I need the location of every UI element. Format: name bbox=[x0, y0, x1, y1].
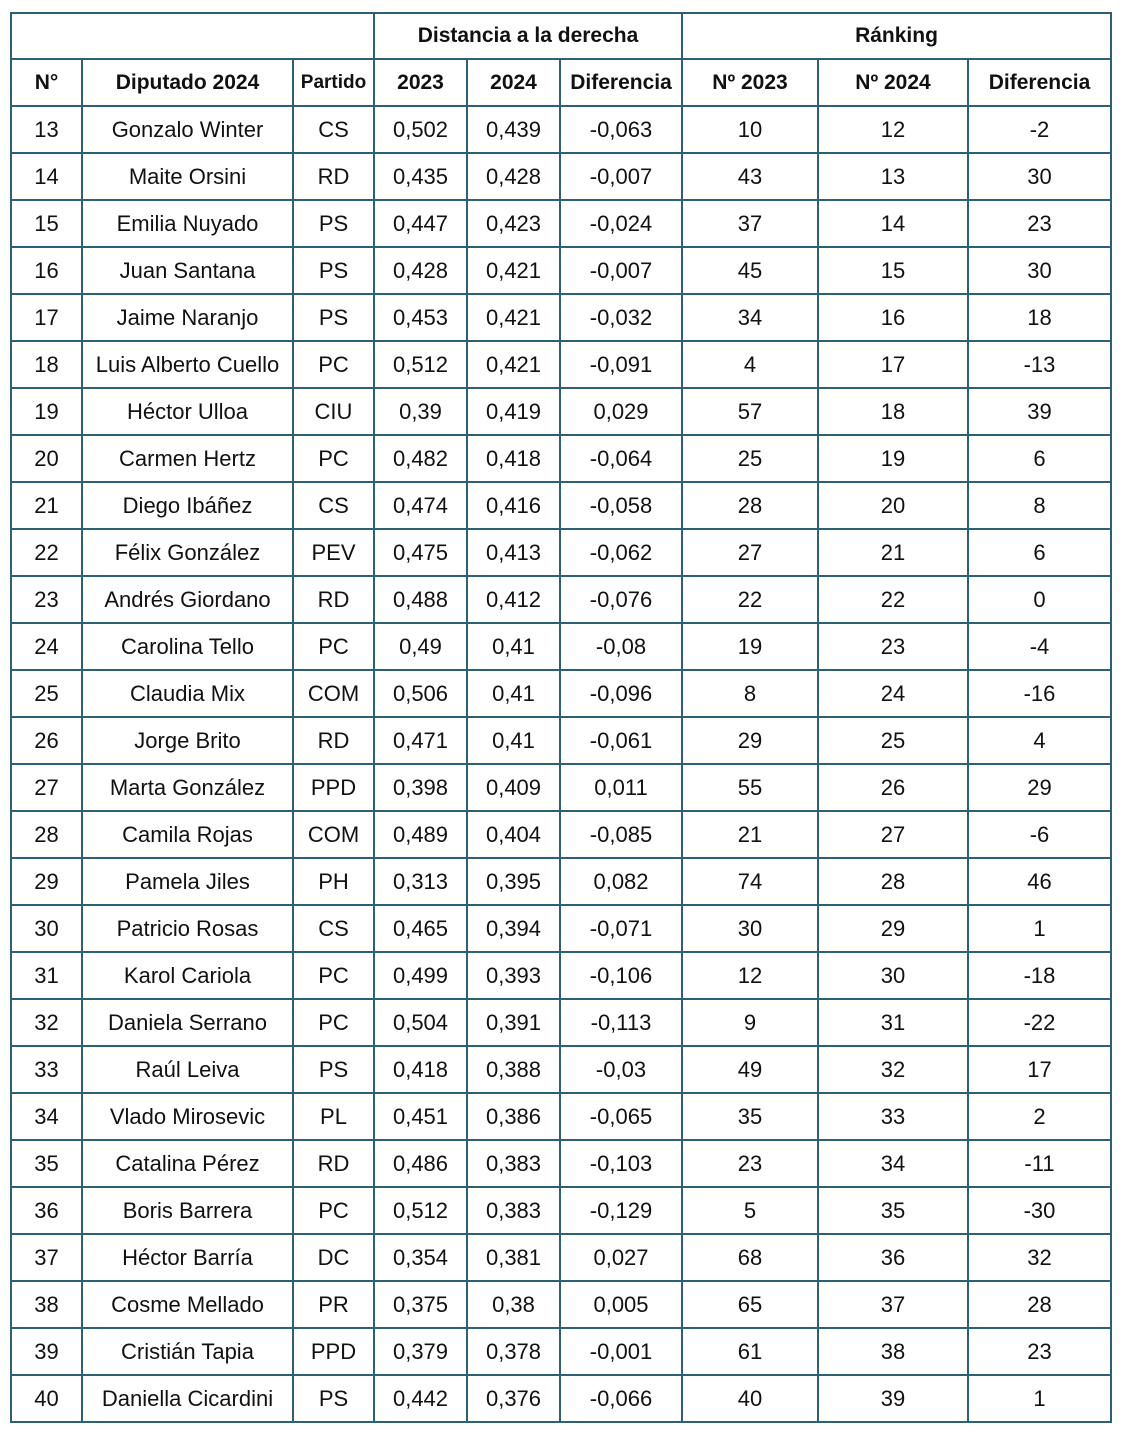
diputado-cell: Luis Alberto Cuello bbox=[82, 341, 293, 388]
table-row bbox=[11, 435, 1111, 482]
distancia-2024-cell: 0,388 bbox=[467, 1046, 560, 1093]
partido-cell: PC bbox=[293, 341, 374, 388]
distancia-2024-cell: 0,404 bbox=[467, 811, 560, 858]
partido-cell: CS bbox=[293, 106, 374, 153]
ranking-2023-cell: 23 bbox=[682, 1140, 818, 1187]
distancia-2023-cell: 0,489 bbox=[374, 811, 467, 858]
table-row bbox=[11, 952, 1111, 999]
diputado-cell: Carolina Tello bbox=[82, 623, 293, 670]
diputado-cell: Juan Santana bbox=[82, 247, 293, 294]
partido-cell: PC bbox=[293, 435, 374, 482]
partido-cell: PC bbox=[293, 1187, 374, 1234]
diputado-cell: Karol Cariola bbox=[82, 952, 293, 999]
ranking-2023-cell: 55 bbox=[682, 764, 818, 811]
distancia-2024-cell: 0,378 bbox=[467, 1328, 560, 1375]
ranking-2023-cell: 25 bbox=[682, 435, 818, 482]
distancia-2024-cell: 0,439 bbox=[467, 106, 560, 153]
ranking-2024-cell: 35 bbox=[818, 1187, 968, 1234]
ranking-diferencia-cell: 23 bbox=[968, 1328, 1111, 1375]
ranking-2023-cell: 19 bbox=[682, 623, 818, 670]
distancia-2023-cell: 0,488 bbox=[374, 576, 467, 623]
distancia-2023-cell: 0,512 bbox=[374, 1187, 467, 1234]
table-row bbox=[11, 1187, 1111, 1234]
ranking-2024-cell: 19 bbox=[818, 435, 968, 482]
distancia-diferencia-cell: -0,03 bbox=[560, 1046, 682, 1093]
column-header-row bbox=[11, 59, 1111, 106]
numero-cell: 33 bbox=[11, 1046, 82, 1093]
table-row bbox=[11, 1328, 1111, 1375]
distancia-2024-cell: 0,386 bbox=[467, 1093, 560, 1140]
distancia-2023-cell: 0,465 bbox=[374, 905, 467, 952]
distancia-diferencia-cell: 0,005 bbox=[560, 1281, 682, 1328]
ranking-2024-cell: 30 bbox=[818, 952, 968, 999]
partido-cell: PS bbox=[293, 1046, 374, 1093]
distancia-2024-cell: 0,413 bbox=[467, 529, 560, 576]
numero-cell: 37 bbox=[11, 1234, 82, 1281]
distancia-2024-cell: 0,394 bbox=[467, 905, 560, 952]
numero-cell: 13 bbox=[11, 106, 82, 153]
table-body bbox=[11, 106, 1111, 1422]
ranking-2024-cell: 36 bbox=[818, 1234, 968, 1281]
table-wrapper bbox=[10, 12, 1112, 1423]
numero-cell: 17 bbox=[11, 294, 82, 341]
diputado-cell: Claudia Mix bbox=[82, 670, 293, 717]
ranking-2024-cell: 38 bbox=[818, 1328, 968, 1375]
distancia-diferencia-cell: -0,065 bbox=[560, 1093, 682, 1140]
distancia-2024-cell: 0,391 bbox=[467, 999, 560, 1046]
ranking-2023-cell: 65 bbox=[682, 1281, 818, 1328]
distancia-diferencia-cell: -0,091 bbox=[560, 341, 682, 388]
distancia-2023-cell: 0,506 bbox=[374, 670, 467, 717]
ranking-diferencia-cell: -6 bbox=[968, 811, 1111, 858]
ranking-diferencia-cell: 4 bbox=[968, 717, 1111, 764]
diputado-cell: Cristián Tapia bbox=[82, 1328, 293, 1375]
ranking-diferencia-cell: -2 bbox=[968, 106, 1111, 153]
table-row bbox=[11, 1375, 1111, 1422]
ranking-2024-cell: 28 bbox=[818, 858, 968, 905]
partido-cell: PPD bbox=[293, 764, 374, 811]
col-header-ranking-2024: Nº 2024 bbox=[818, 59, 968, 106]
partido-cell: PC bbox=[293, 623, 374, 670]
partido-cell: PC bbox=[293, 952, 374, 999]
numero-cell: 26 bbox=[11, 717, 82, 764]
ranking-diferencia-cell: 46 bbox=[968, 858, 1111, 905]
partido-cell: PEV bbox=[293, 529, 374, 576]
distancia-2023-cell: 0,428 bbox=[374, 247, 467, 294]
distancia-diferencia-cell: -0,062 bbox=[560, 529, 682, 576]
ranking-2023-cell: 34 bbox=[682, 294, 818, 341]
distancia-diferencia-cell: -0,061 bbox=[560, 717, 682, 764]
ranking-diferencia-cell: 30 bbox=[968, 153, 1111, 200]
ranking-2024-cell: 24 bbox=[818, 670, 968, 717]
distancia-diferencia-cell: -0,032 bbox=[560, 294, 682, 341]
distancia-diferencia-cell: 0,027 bbox=[560, 1234, 682, 1281]
distancia-diferencia-cell: -0,113 bbox=[560, 999, 682, 1046]
partido-cell: COM bbox=[293, 670, 374, 717]
ranking-diferencia-cell: 6 bbox=[968, 435, 1111, 482]
diputado-cell: Boris Barrera bbox=[82, 1187, 293, 1234]
ranking-2024-cell: 39 bbox=[818, 1375, 968, 1422]
ranking-2023-cell: 68 bbox=[682, 1234, 818, 1281]
partido-cell: CS bbox=[293, 905, 374, 952]
diputado-cell: Catalina Pérez bbox=[82, 1140, 293, 1187]
col-header-ranking-2023: Nº 2023 bbox=[682, 59, 818, 106]
ranking-2023-cell: 49 bbox=[682, 1046, 818, 1093]
ranking-2023-cell: 21 bbox=[682, 811, 818, 858]
numero-cell: 22 bbox=[11, 529, 82, 576]
ranking-2024-cell: 13 bbox=[818, 153, 968, 200]
numero-cell: 24 bbox=[11, 623, 82, 670]
partido-cell: PS bbox=[293, 200, 374, 247]
ranking-diferencia-cell: 6 bbox=[968, 529, 1111, 576]
diputado-cell: Emilia Nuyado bbox=[82, 200, 293, 247]
ranking-2024-cell: 22 bbox=[818, 576, 968, 623]
ranking-2023-cell: 12 bbox=[682, 952, 818, 999]
distancia-2023-cell: 0,471 bbox=[374, 717, 467, 764]
ranking-diferencia-cell: 18 bbox=[968, 294, 1111, 341]
partido-cell: RD bbox=[293, 1140, 374, 1187]
distancia-2023-cell: 0,482 bbox=[374, 435, 467, 482]
table-row bbox=[11, 858, 1111, 905]
distancia-2023-cell: 0,39 bbox=[374, 388, 467, 435]
ranking-2024-cell: 17 bbox=[818, 341, 968, 388]
distancia-diferencia-cell: -0,007 bbox=[560, 153, 682, 200]
distancia-2024-cell: 0,38 bbox=[467, 1281, 560, 1328]
distancia-diferencia-cell: -0,064 bbox=[560, 435, 682, 482]
distancia-diferencia-cell: -0,063 bbox=[560, 106, 682, 153]
distancia-2024-cell: 0,393 bbox=[467, 952, 560, 999]
diputado-cell: Andrés Giordano bbox=[82, 576, 293, 623]
ranking-diferencia-cell: 32 bbox=[968, 1234, 1111, 1281]
distancia-2023-cell: 0,418 bbox=[374, 1046, 467, 1093]
partido-cell: PR bbox=[293, 1281, 374, 1328]
table-row bbox=[11, 388, 1111, 435]
distancia-2023-cell: 0,512 bbox=[374, 341, 467, 388]
ranking-2024-cell: 31 bbox=[818, 999, 968, 1046]
ranking-diferencia-cell: 1 bbox=[968, 905, 1111, 952]
table-row bbox=[11, 341, 1111, 388]
diputado-cell: Cosme Mellado bbox=[82, 1281, 293, 1328]
ranking-2024-cell: 26 bbox=[818, 764, 968, 811]
distancia-diferencia-cell: -0,066 bbox=[560, 1375, 682, 1422]
ranking-2023-cell: 74 bbox=[682, 858, 818, 905]
ranking-2024-cell: 29 bbox=[818, 905, 968, 952]
partido-cell: PS bbox=[293, 1375, 374, 1422]
ranking-2023-cell: 40 bbox=[682, 1375, 818, 1422]
ranking-2024-cell: 14 bbox=[818, 200, 968, 247]
table-row bbox=[11, 670, 1111, 717]
diputado-cell: Daniella Cicardini bbox=[82, 1375, 293, 1422]
distancia-2024-cell: 0,418 bbox=[467, 435, 560, 482]
distancia-2024-cell: 0,421 bbox=[467, 247, 560, 294]
distancia-diferencia-cell: -0,001 bbox=[560, 1328, 682, 1375]
distancia-2024-cell: 0,376 bbox=[467, 1375, 560, 1422]
distancia-diferencia-cell: -0,106 bbox=[560, 952, 682, 999]
ranking-diferencia-cell: 1 bbox=[968, 1375, 1111, 1422]
col-header-diputado: Diputado 2024 bbox=[82, 59, 293, 106]
distancia-2023-cell: 0,502 bbox=[374, 106, 467, 153]
ranking-2023-cell: 5 bbox=[682, 1187, 818, 1234]
numero-cell: 31 bbox=[11, 952, 82, 999]
distancia-2024-cell: 0,41 bbox=[467, 717, 560, 764]
ranking-2023-cell: 43 bbox=[682, 153, 818, 200]
partido-cell: PL bbox=[293, 1093, 374, 1140]
distancia-diferencia-cell: -0,076 bbox=[560, 576, 682, 623]
distancia-2023-cell: 0,313 bbox=[374, 858, 467, 905]
numero-cell: 35 bbox=[11, 1140, 82, 1187]
distancia-2023-cell: 0,486 bbox=[374, 1140, 467, 1187]
ranking-2024-cell: 27 bbox=[818, 811, 968, 858]
distancia-2024-cell: 0,381 bbox=[467, 1234, 560, 1281]
distancia-diferencia-cell: 0,029 bbox=[560, 388, 682, 435]
table-row bbox=[11, 1234, 1111, 1281]
col-header-numero: N° bbox=[11, 59, 82, 106]
diputado-cell: Raúl Leiva bbox=[82, 1046, 293, 1093]
distancia-2023-cell: 0,49 bbox=[374, 623, 467, 670]
ranking-diferencia-cell: 30 bbox=[968, 247, 1111, 294]
ranking-2024-cell: 37 bbox=[818, 1281, 968, 1328]
distancia-2024-cell: 0,428 bbox=[467, 153, 560, 200]
partido-cell: PS bbox=[293, 294, 374, 341]
distancia-diferencia-cell: 0,082 bbox=[560, 858, 682, 905]
table-row bbox=[11, 153, 1111, 200]
distancia-2024-cell: 0,395 bbox=[467, 858, 560, 905]
table-row bbox=[11, 1046, 1111, 1093]
distancia-2023-cell: 0,499 bbox=[374, 952, 467, 999]
table-row bbox=[11, 811, 1111, 858]
ranking-table bbox=[10, 12, 1112, 1423]
group-header-empty bbox=[11, 13, 374, 59]
distancia-2024-cell: 0,41 bbox=[467, 623, 560, 670]
distancia-2023-cell: 0,447 bbox=[374, 200, 467, 247]
diputado-cell: Pamela Jiles bbox=[82, 858, 293, 905]
partido-cell: COM bbox=[293, 811, 374, 858]
ranking-2024-cell: 12 bbox=[818, 106, 968, 153]
ranking-2023-cell: 37 bbox=[682, 200, 818, 247]
distancia-diferencia-cell: -0,096 bbox=[560, 670, 682, 717]
diputado-cell: Héctor Barría bbox=[82, 1234, 293, 1281]
table-row bbox=[11, 482, 1111, 529]
ranking-2023-cell: 45 bbox=[682, 247, 818, 294]
distancia-2023-cell: 0,453 bbox=[374, 294, 467, 341]
ranking-2024-cell: 33 bbox=[818, 1093, 968, 1140]
diputado-cell: Jorge Brito bbox=[82, 717, 293, 764]
table-header bbox=[11, 13, 1111, 106]
partido-cell: PC bbox=[293, 999, 374, 1046]
ranking-diferencia-cell: 0 bbox=[968, 576, 1111, 623]
distancia-2024-cell: 0,421 bbox=[467, 341, 560, 388]
partido-cell: CS bbox=[293, 482, 374, 529]
ranking-2024-cell: 18 bbox=[818, 388, 968, 435]
numero-cell: 19 bbox=[11, 388, 82, 435]
ranking-2024-cell: 21 bbox=[818, 529, 968, 576]
numero-cell: 18 bbox=[11, 341, 82, 388]
distancia-diferencia-cell: -0,08 bbox=[560, 623, 682, 670]
distancia-2023-cell: 0,435 bbox=[374, 153, 467, 200]
distancia-diferencia-cell: -0,085 bbox=[560, 811, 682, 858]
distancia-2024-cell: 0,419 bbox=[467, 388, 560, 435]
col-header-distancia-diferencia: Diferencia bbox=[560, 59, 682, 106]
group-header-ranking: Ránking bbox=[682, 13, 1111, 59]
distancia-2023-cell: 0,451 bbox=[374, 1093, 467, 1140]
numero-cell: 29 bbox=[11, 858, 82, 905]
numero-cell: 36 bbox=[11, 1187, 82, 1234]
numero-cell: 20 bbox=[11, 435, 82, 482]
diputado-cell: Marta González bbox=[82, 764, 293, 811]
distancia-diferencia-cell: -0,007 bbox=[560, 247, 682, 294]
diputado-cell: Diego Ibáñez bbox=[82, 482, 293, 529]
ranking-2023-cell: 9 bbox=[682, 999, 818, 1046]
numero-cell: 34 bbox=[11, 1093, 82, 1140]
numero-cell: 27 bbox=[11, 764, 82, 811]
numero-cell: 28 bbox=[11, 811, 82, 858]
ranking-diferencia-cell: -11 bbox=[968, 1140, 1111, 1187]
group-header-distancia: Distancia a la derecha bbox=[374, 13, 682, 59]
ranking-diferencia-cell: 17 bbox=[968, 1046, 1111, 1093]
diputado-cell: Jaime Naranjo bbox=[82, 294, 293, 341]
table-row bbox=[11, 1093, 1111, 1140]
ranking-2023-cell: 22 bbox=[682, 576, 818, 623]
diputado-cell: Gonzalo Winter bbox=[82, 106, 293, 153]
table-row bbox=[11, 905, 1111, 952]
ranking-2023-cell: 8 bbox=[682, 670, 818, 717]
col-header-ranking-diferencia: Diferencia bbox=[968, 59, 1111, 106]
ranking-diferencia-cell: 8 bbox=[968, 482, 1111, 529]
ranking-2023-cell: 61 bbox=[682, 1328, 818, 1375]
partido-cell: RD bbox=[293, 153, 374, 200]
distancia-2023-cell: 0,504 bbox=[374, 999, 467, 1046]
distancia-diferencia-cell: 0,011 bbox=[560, 764, 682, 811]
ranking-2024-cell: 23 bbox=[818, 623, 968, 670]
distancia-2024-cell: 0,423 bbox=[467, 200, 560, 247]
table-row bbox=[11, 764, 1111, 811]
distancia-diferencia-cell: -0,071 bbox=[560, 905, 682, 952]
diputado-cell: Vlado Mirosevic bbox=[82, 1093, 293, 1140]
ranking-2023-cell: 57 bbox=[682, 388, 818, 435]
numero-cell: 32 bbox=[11, 999, 82, 1046]
ranking-diferencia-cell: 39 bbox=[968, 388, 1111, 435]
distancia-2024-cell: 0,383 bbox=[467, 1140, 560, 1187]
table-row bbox=[11, 106, 1111, 153]
partido-cell: CIU bbox=[293, 388, 374, 435]
distancia-diferencia-cell: -0,129 bbox=[560, 1187, 682, 1234]
ranking-2024-cell: 25 bbox=[818, 717, 968, 764]
distancia-2023-cell: 0,375 bbox=[374, 1281, 467, 1328]
distancia-diferencia-cell: -0,058 bbox=[560, 482, 682, 529]
distancia-2023-cell: 0,398 bbox=[374, 764, 467, 811]
partido-cell: PH bbox=[293, 858, 374, 905]
ranking-2024-cell: 32 bbox=[818, 1046, 968, 1093]
diputado-cell: Maite Orsini bbox=[82, 153, 293, 200]
table-row bbox=[11, 294, 1111, 341]
numero-cell: 40 bbox=[11, 1375, 82, 1422]
diputado-cell: Félix González bbox=[82, 529, 293, 576]
partido-cell: PPD bbox=[293, 1328, 374, 1375]
ranking-2023-cell: 4 bbox=[682, 341, 818, 388]
numero-cell: 23 bbox=[11, 576, 82, 623]
partido-cell: RD bbox=[293, 717, 374, 764]
distancia-2023-cell: 0,475 bbox=[374, 529, 467, 576]
distancia-diferencia-cell: -0,103 bbox=[560, 1140, 682, 1187]
ranking-2024-cell: 20 bbox=[818, 482, 968, 529]
distancia-2023-cell: 0,379 bbox=[374, 1328, 467, 1375]
ranking-diferencia-cell: -4 bbox=[968, 623, 1111, 670]
distancia-2023-cell: 0,442 bbox=[374, 1375, 467, 1422]
distancia-diferencia-cell: -0,024 bbox=[560, 200, 682, 247]
distancia-2024-cell: 0,412 bbox=[467, 576, 560, 623]
partido-cell: DC bbox=[293, 1234, 374, 1281]
numero-cell: 39 bbox=[11, 1328, 82, 1375]
col-header-distancia-2023: 2023 bbox=[374, 59, 467, 106]
distancia-2023-cell: 0,474 bbox=[374, 482, 467, 529]
distancia-2024-cell: 0,421 bbox=[467, 294, 560, 341]
distancia-2023-cell: 0,354 bbox=[374, 1234, 467, 1281]
table-row bbox=[11, 576, 1111, 623]
ranking-diferencia-cell: 2 bbox=[968, 1093, 1111, 1140]
ranking-diferencia-cell: -22 bbox=[968, 999, 1111, 1046]
ranking-diferencia-cell: -18 bbox=[968, 952, 1111, 999]
table-row bbox=[11, 200, 1111, 247]
table-row bbox=[11, 623, 1111, 670]
numero-cell: 25 bbox=[11, 670, 82, 717]
numero-cell: 30 bbox=[11, 905, 82, 952]
ranking-diferencia-cell: -16 bbox=[968, 670, 1111, 717]
col-header-partido: Partido bbox=[293, 59, 374, 106]
ranking-2023-cell: 10 bbox=[682, 106, 818, 153]
ranking-diferencia-cell: 28 bbox=[968, 1281, 1111, 1328]
numero-cell: 15 bbox=[11, 200, 82, 247]
ranking-2024-cell: 16 bbox=[818, 294, 968, 341]
col-header-distancia-2024: 2024 bbox=[467, 59, 560, 106]
ranking-diferencia-cell: -13 bbox=[968, 341, 1111, 388]
ranking-diferencia-cell: 29 bbox=[968, 764, 1111, 811]
numero-cell: 14 bbox=[11, 153, 82, 200]
partido-cell: RD bbox=[293, 576, 374, 623]
numero-cell: 38 bbox=[11, 1281, 82, 1328]
table-row bbox=[11, 247, 1111, 294]
ranking-2024-cell: 34 bbox=[818, 1140, 968, 1187]
diputado-cell: Patricio Rosas bbox=[82, 905, 293, 952]
diputado-cell: Camila Rojas bbox=[82, 811, 293, 858]
distancia-2024-cell: 0,409 bbox=[467, 764, 560, 811]
ranking-2024-cell: 15 bbox=[818, 247, 968, 294]
diputado-cell: Carmen Hertz bbox=[82, 435, 293, 482]
diputado-cell: Héctor Ulloa bbox=[82, 388, 293, 435]
distancia-2024-cell: 0,41 bbox=[467, 670, 560, 717]
ranking-2023-cell: 35 bbox=[682, 1093, 818, 1140]
distancia-2024-cell: 0,383 bbox=[467, 1187, 560, 1234]
table-row bbox=[11, 999, 1111, 1046]
table-row bbox=[11, 717, 1111, 764]
table-row bbox=[11, 1140, 1111, 1187]
ranking-2023-cell: 29 bbox=[682, 717, 818, 764]
numero-cell: 16 bbox=[11, 247, 82, 294]
table-row bbox=[11, 1281, 1111, 1328]
ranking-2023-cell: 30 bbox=[682, 905, 818, 952]
partido-cell: PS bbox=[293, 247, 374, 294]
ranking-2023-cell: 28 bbox=[682, 482, 818, 529]
numero-cell: 21 bbox=[11, 482, 82, 529]
group-header-row bbox=[11, 13, 1111, 59]
ranking-2023-cell: 27 bbox=[682, 529, 818, 576]
table-row bbox=[11, 529, 1111, 576]
diputado-cell: Daniela Serrano bbox=[82, 999, 293, 1046]
ranking-diferencia-cell: -30 bbox=[968, 1187, 1111, 1234]
distancia-2024-cell: 0,416 bbox=[467, 482, 560, 529]
ranking-diferencia-cell: 23 bbox=[968, 200, 1111, 247]
